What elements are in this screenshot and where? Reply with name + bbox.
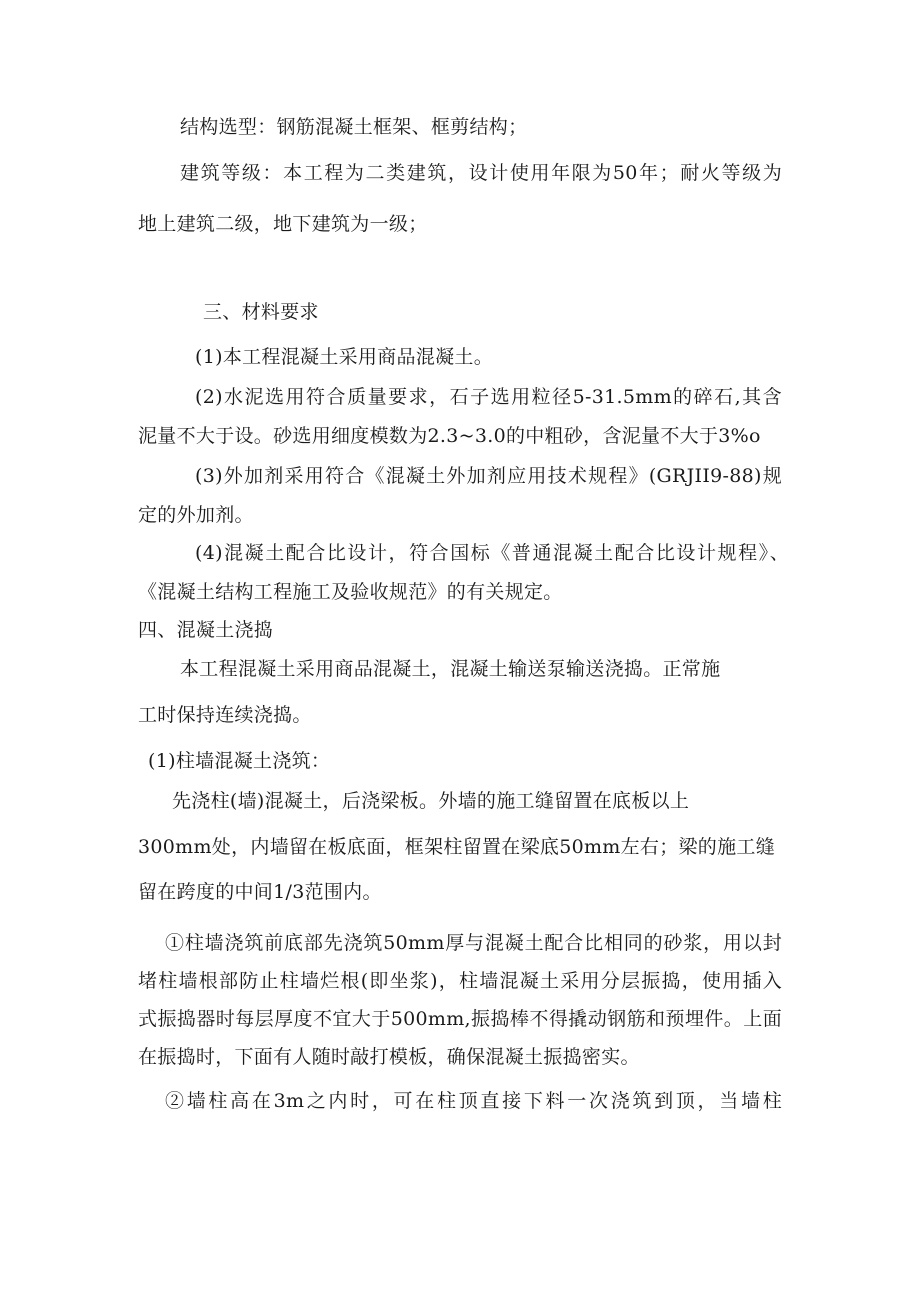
text-line: 建筑等级：本工程为二类建筑，设计使用年限为50年；耐火等级为 (180, 162, 782, 184)
text-line: (3)外加剂采用符合《混凝土外加剂应用技术规程》(GRJII9-88)规 (195, 465, 782, 487)
text-line: 地上建筑二级，地下建筑为一级； (138, 213, 428, 235)
text-line: 定的外加剂。 (138, 504, 254, 526)
text-line: ②墙柱高在3m之内时，可在柱顶直接下料一次浇筑到顶，当墙柱 (165, 1090, 782, 1112)
text-line: 式振捣器时每层厚度不宜大于500mm,振捣棒不得撬动钢筋和预埋件。上面 (138, 1008, 782, 1030)
text-line: 泥量不大于设。砂选用细度模数为2.3~3.0的中粗砂，含泥量不大于3%o (138, 425, 761, 447)
section-heading: 三、材料要求 (203, 301, 319, 323)
text-line: 堵柱墙根部防止柱墙烂根(即坐浆)，柱墙混凝土采用分层振捣，使用插入 (138, 970, 782, 992)
text-line: 本工程混凝土采用商品混凝土，混凝土输送泵输送浇捣。正常施 (180, 658, 721, 680)
section-heading: 四、混凝土浇捣 (138, 619, 274, 641)
text-line: 《混凝土结构工程施工及验收规范》的有关规定。 (138, 581, 563, 603)
text-line: 先浇柱(墙)混凝土，后浇梁板。外墙的施工缝留置在底板以上 (172, 790, 690, 812)
text-line: (1)本工程混凝土采用商品混凝土。 (195, 346, 494, 368)
text-line: (4)混凝土配合比设计，符合国标《普通混凝土配合比设计规程》、 (195, 542, 789, 564)
text-line: 结构选型：钢筋混凝土框架、框剪结构； (180, 116, 528, 138)
text-line: 工时保持连续浇捣。 (138, 704, 312, 726)
text-line: ①柱墙浇筑前底部先浇筑50mm厚与混凝土配合比相同的砂浆，用以封 (165, 932, 782, 954)
subsection-heading: (1)柱墙混凝土浇筑： (148, 750, 331, 772)
text-line: (2)水泥选用符合质量要求，石子选用粒径5-31.5mm的碎石,其含 (195, 386, 782, 408)
text-line: 留在跨度的中间1/3范围内。 (138, 881, 382, 903)
text-line: 在振捣时，下面有人随时敲打模板，确保混凝土振捣密实。 (138, 1046, 640, 1068)
text-line: 300mm处，内墙留在板底面，框架柱留置在梁底50mm左右；梁的施工缝 (138, 836, 776, 858)
